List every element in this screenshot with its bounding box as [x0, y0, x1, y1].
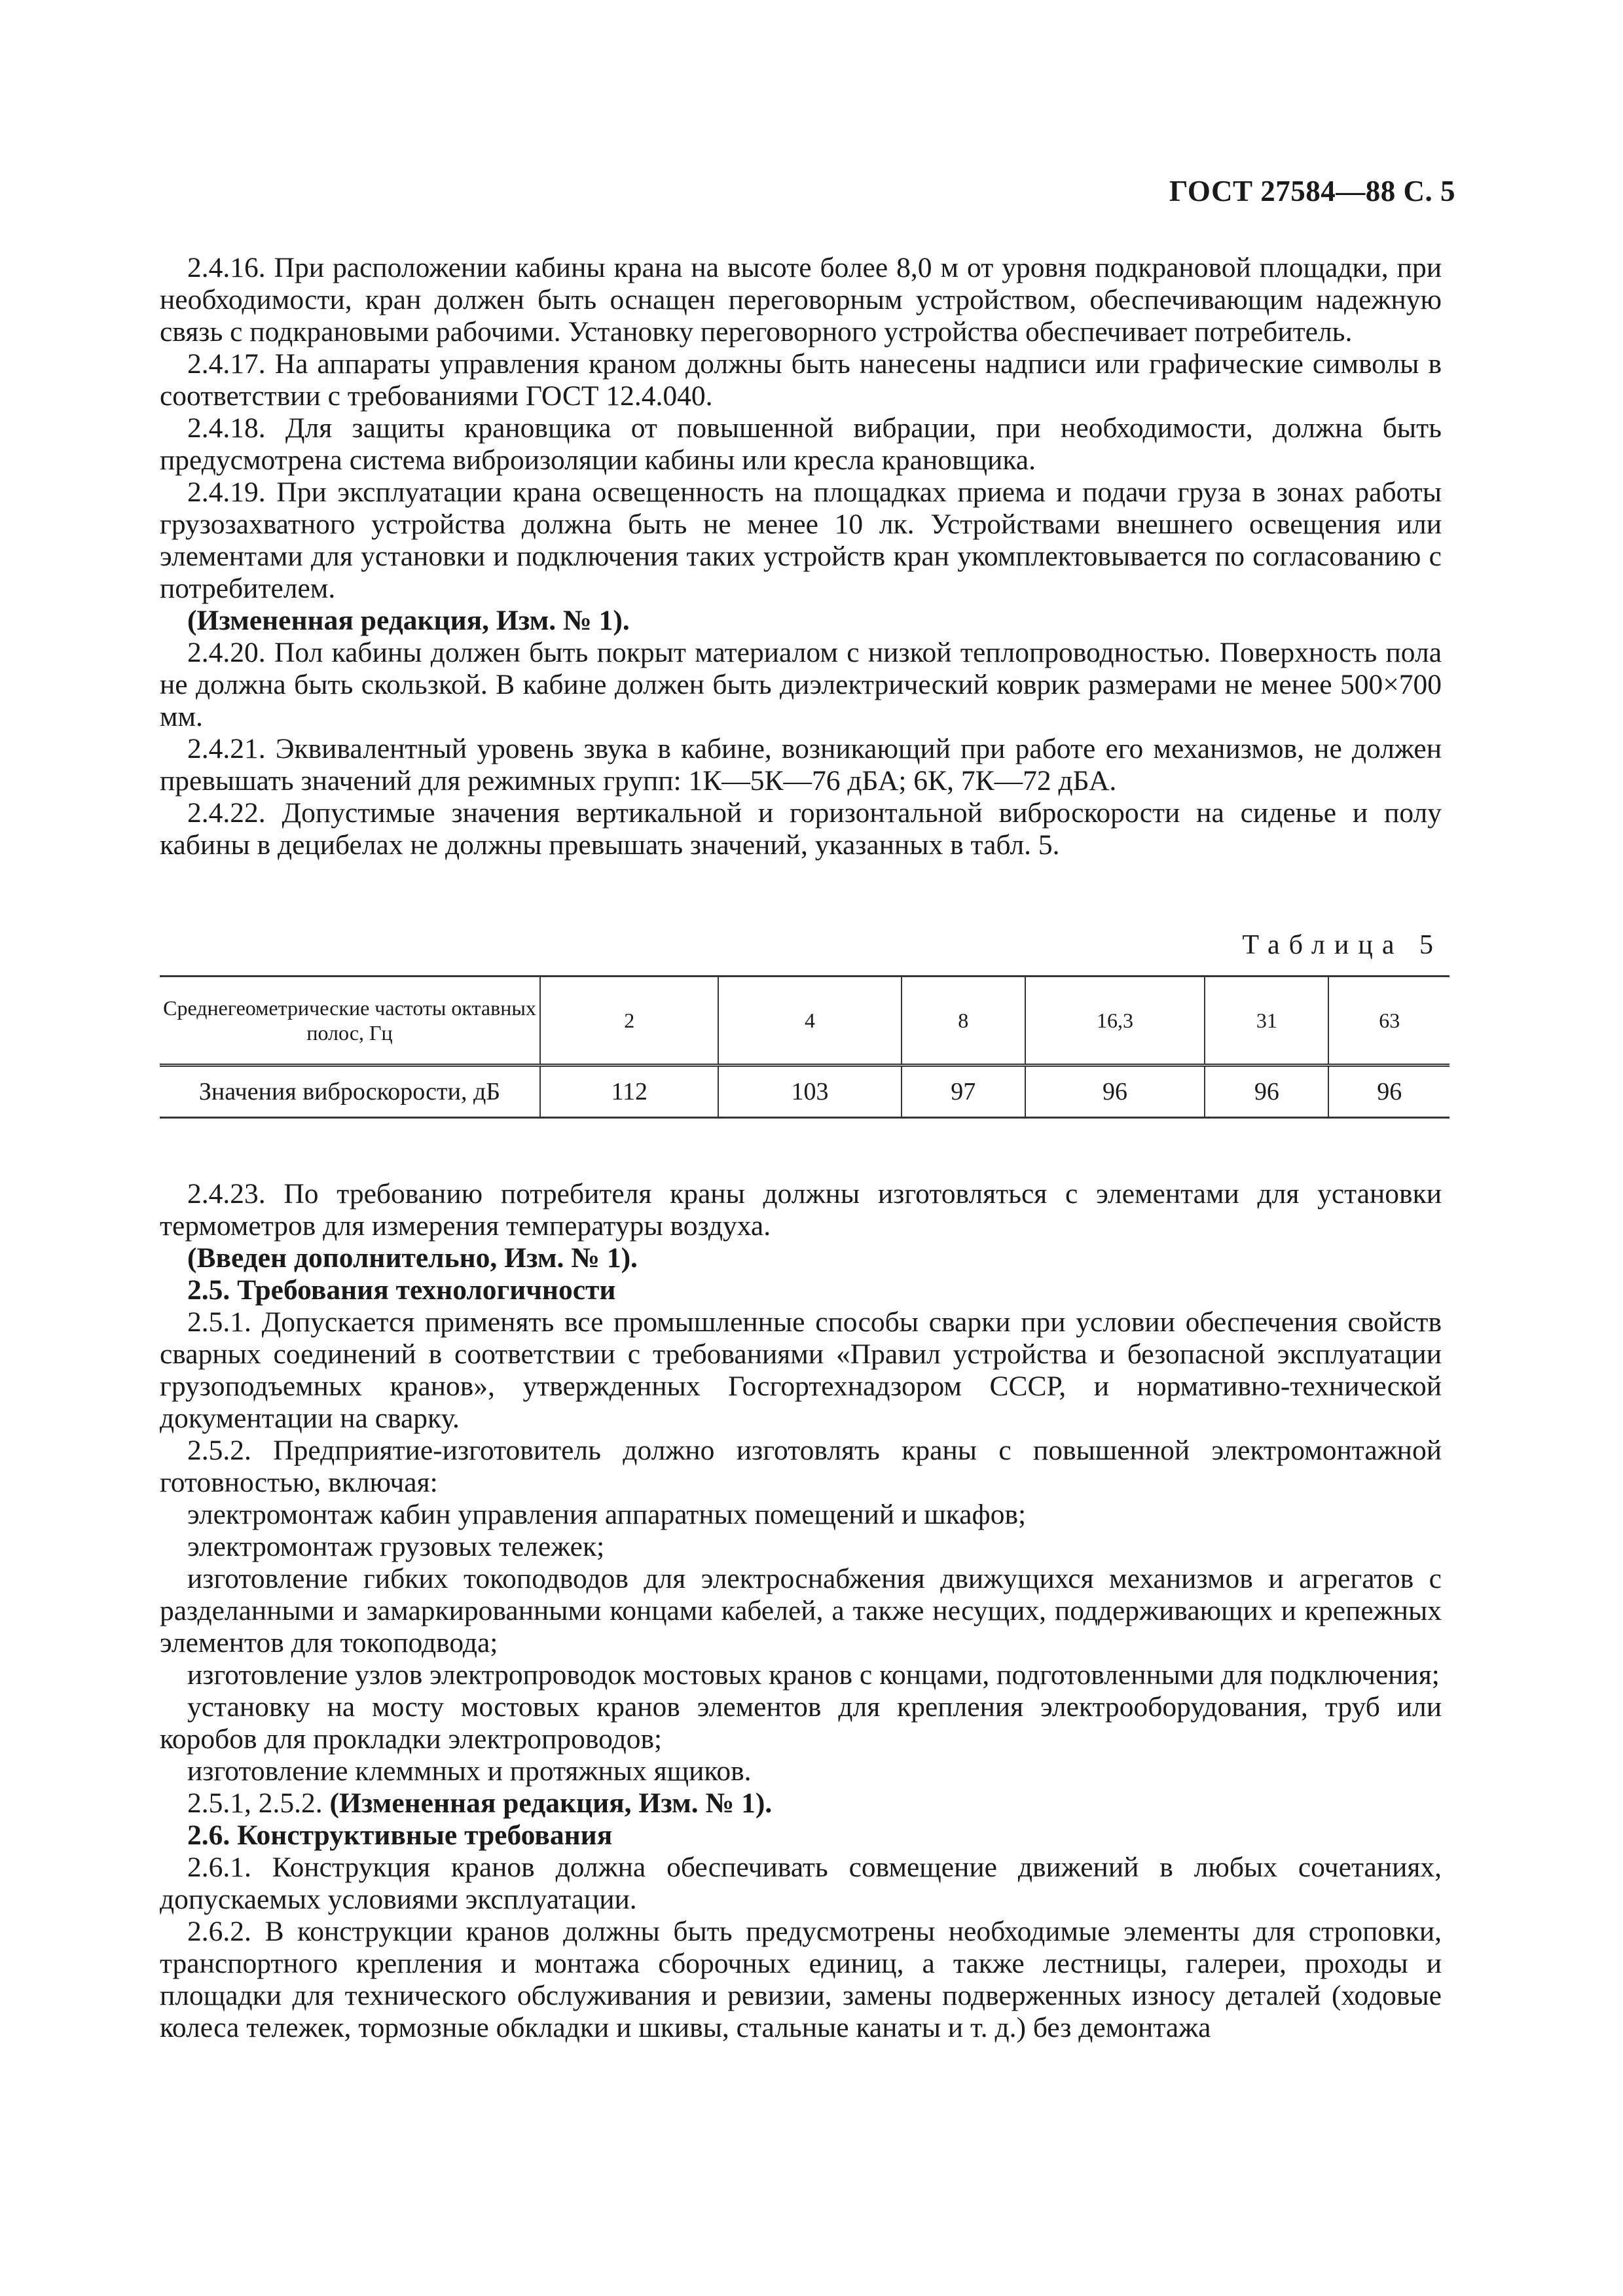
text-block-top — [160, 252, 1442, 861]
section-heading-2-5: 2.5. Требования технологичности — [187, 1274, 616, 1306]
paragraph-2-4-22: 2.4.22. Допустимые значения вертикальной и горизонтальной виброскорости на сиденье и полу кабины в децибелах не должны превышать значений, указанных в табл. 5. — [160, 797, 1442, 861]
amendment-note: (Измененная редакция, Изм. № 1). — [329, 1787, 773, 1819]
table-cell: 31 — [1205, 977, 1328, 1066]
table-cell: 96 — [1328, 1066, 1450, 1118]
paragraph-2-6-2: 2.6.2. В конструкции кранов должны быть предусмотрены необходимые элементы для строповки, транспортного крепления и монтажа сборочных единиц, а также лестницы, галереи, проходы и площадки для технического обслуживания и ревизии, замены подверженных износу деталей (ходовые колеса тележек, тормозные обкладки и шкивы, стальные канаты и т. д.) без демонтажа — [160, 1916, 1442, 2043]
list-item: электромонтаж грузовых тележек; — [187, 1531, 605, 1562]
text-block-bottom — [160, 1178, 1442, 2044]
list-item: изготовление гибких токоподводов для электроснабжения движущихся механизмов и агрегатов с разделанными и замаркированными концами кабелей, а также несущих, поддерживающих и крепежных элементов для токоподвода; — [160, 1563, 1442, 1659]
amendment-note: (Введен дополнительно, Изм. № 1). — [187, 1242, 638, 1274]
amendment-note-line — [160, 1787, 1442, 1820]
table-cell: 112 — [540, 1066, 718, 1118]
list-item: изготовление клеммных и протяжных ящиков. — [187, 1755, 752, 1787]
table-cell: 16,3 — [1025, 977, 1205, 1066]
table-row-values — [160, 1066, 1450, 1118]
table-row-frequencies — [160, 977, 1450, 1066]
table-cell: 8 — [902, 977, 1025, 1066]
list-item: изготовление узлов электропроводок мостовых кранов с концами, подготовленными для подключения; — [187, 1659, 1440, 1691]
table-cell: 2 — [540, 977, 718, 1066]
table-cell: 103 — [718, 1066, 901, 1118]
amendment-note: (Измененная редакция, Изм. № 1). — [187, 605, 630, 636]
paragraph-2-4-16: 2.4.16. При расположении кабины крана на высоте более 8,0 м от уровня подкрановой площадки, при необходимости, кран должен быть оснащен переговорным устройством, обеспечивающим надежную связь с подкрановыми рабочими. Установку переговорного устройства обеспечивает потребитель. — [160, 252, 1442, 348]
paragraph-2-6-1: 2.6.1. Конструкция кранов должна обеспечивать совмещение движений в любых сочетаниях, допускаемых условиями эксплуатации. — [160, 1852, 1442, 1915]
table-cell: 96 — [1025, 1066, 1205, 1118]
vibration-table — [160, 975, 1450, 1119]
table-cell: 96 — [1205, 1066, 1328, 1118]
table-row-header: Значения виброскорости, дБ — [160, 1066, 540, 1118]
paragraph-2-4-17: 2.4.17. На аппараты управления краном должны быть нанесены надписи или графические символы в соответствии с требованиями ГОСТ 12.4.040. — [160, 348, 1442, 412]
section-heading-2-6: 2.6. Конструктивные требования — [187, 1820, 613, 1851]
table-cell: 63 — [1328, 977, 1450, 1066]
clause-reference: 2.5.1, 2.5.2. — [187, 1787, 330, 1819]
table-row-header: Среднегеометрические частоты октавных полос, Гц — [160, 977, 540, 1066]
table-cell: 4 — [718, 977, 901, 1066]
running-header: ГОСТ 27584—88 С. 5 — [1169, 175, 1455, 207]
paragraph-2-4-21: 2.4.21. Эквивалентный уровень звука в кабине, возникающий при работе его механизмов, не должен превышать значений для режимных групп: 1К—5К—76 дБА; 6К, 7К—72 дБА. — [160, 733, 1442, 797]
paragraph-2-5-2: 2.5.2. Предприятие-изготовитель должно изготовлять краны с повышенной электромонтажной готовностью, включая: — [160, 1435, 1442, 1498]
list-item: электромонтаж кабин управления аппаратных помещений и шкафов; — [187, 1499, 1027, 1530]
list-item: установку на мосту мостовых кранов элементов для крепления электрооборудования, труб или коробов для прокладки электропроводов; — [160, 1691, 1442, 1755]
paragraph-2-4-23: 2.4.23. По требованию потребителя краны должны изготовляться с элементами для установки термометров для измерения температуры воздуха. — [160, 1178, 1442, 1242]
paragraph-2-4-19: 2.4.19. При эксплуатации крана освещенность на площадках приема и подачи груза в зонах работы грузозахватного устройства должна быть не менее 10 лк. Устройствами внешнего освещения или элементами для установки и подключения таких устройств кран укомплектовывается по согласованию с потребителем. — [160, 476, 1442, 604]
paragraph-2-4-20: 2.4.20. Пол кабины должен быть покрыт материалом с низкой теплопроводностью. Поверхность пола не должна быть скользкой. В кабине должен быть диэлектрический коврик размерами не менее 500×700 мм. — [160, 637, 1442, 732]
table-cell: 97 — [902, 1066, 1025, 1118]
table-caption: Таблица 5 — [1242, 930, 1442, 960]
paragraph-2-4-18: 2.4.18. Для защиты крановщика от повышенной вибрации, при необходимости, должна быть предусмотрена система виброизоляции кабины или кресла крановщика. — [160, 412, 1442, 476]
paragraph-2-5-1: 2.5.1. Допускается применять все промышленные способы сварки при условии обеспечения свойств сварных соединений в соответствии с требованиями «Правил устройства и безопасной эксплуатации грузоподъемных кранов», утвержденных Госгортехнадзором СССР, и нормативно-технической документации на сварку. — [160, 1306, 1442, 1434]
